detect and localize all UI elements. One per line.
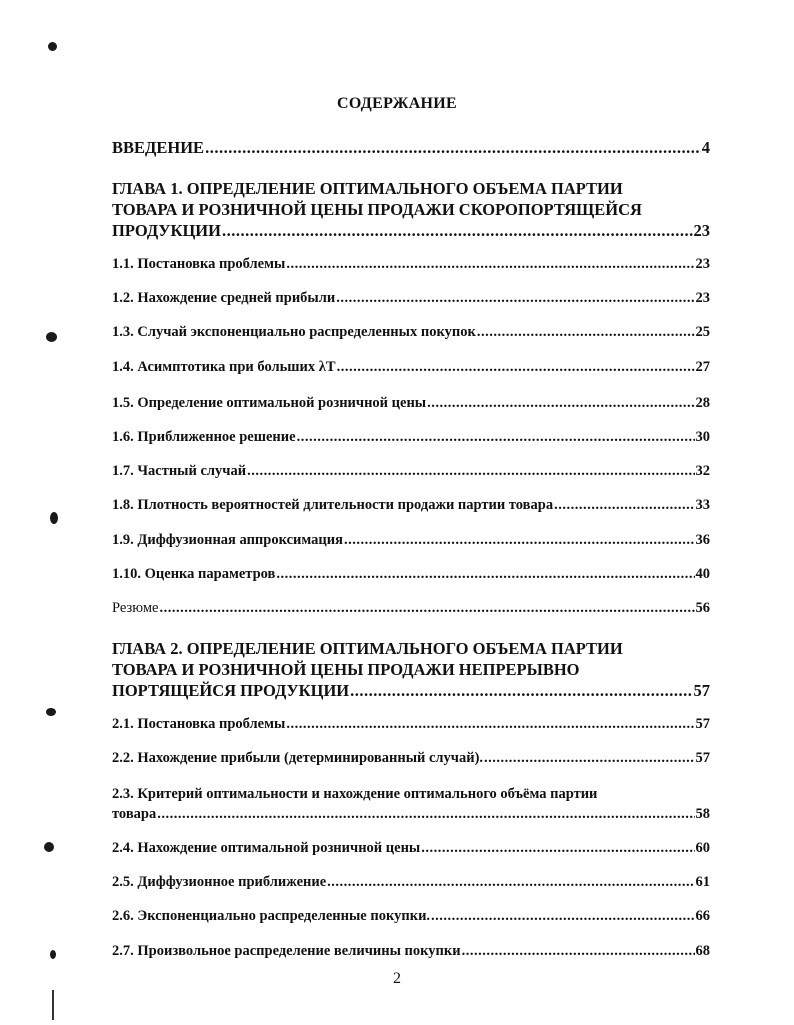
toc-section [112, 288, 710, 308]
toc-page-number: 57 [693, 681, 710, 700]
page-number: 2 [393, 970, 401, 987]
dot-leader [421, 838, 694, 858]
toc-entry-label: 1.3. Случай экспоненциально распределенных покупок [112, 324, 476, 340]
scan-mark [46, 332, 57, 342]
toc-entry-label: 2.7. Произвольное распределение величины покупки [112, 943, 461, 959]
toc-section [112, 322, 710, 342]
toc-section [112, 784, 710, 824]
chapter-heading-line: ГЛАВА 2. ОПРЕДЕЛЕНИЕ ОПТИМАЛЬНОГО ОБЪЕМА ПАРТИИ [112, 639, 623, 658]
toc-entry-label: 1.9. Диффузионная аппроксимация [112, 532, 343, 548]
scan-mark [48, 42, 57, 51]
dot-leader [327, 872, 694, 892]
dot-leader [297, 427, 695, 447]
chapter-heading-line: ПОРТЯЩЕЙСЯ ПРОДУКЦИИ [112, 681, 350, 700]
toc-entry-label: 2.5. Диффузионное приближение [112, 874, 327, 890]
toc-entry-label: Резюме [112, 600, 159, 616]
dot-leader [157, 804, 694, 824]
scan-mark [50, 512, 58, 524]
toc-entry-label: 2.2. Нахождение прибыли (детерминированный случай). [112, 750, 484, 766]
toc-section [112, 714, 710, 734]
toc-page-number: 57 [695, 750, 710, 766]
dot-leader [222, 220, 693, 241]
dot-leader [205, 137, 701, 158]
toc-entry-label: 1.10. Оценка параметров [112, 566, 276, 582]
toc-section [112, 530, 710, 550]
toc-page-number: 61 [695, 874, 710, 890]
toc-page-number: 66 [695, 908, 710, 924]
toc-entry-label: 2.4. Нахождение оптимальной розничной цены [112, 840, 421, 856]
dot-leader [286, 254, 694, 274]
toc-page-number: 25 [695, 324, 710, 340]
dot-leader [247, 461, 694, 481]
toc-entry-label: 2.1. Постановка проблемы [112, 716, 286, 732]
toc-section [112, 357, 710, 377]
toc-page-number: 23 [693, 221, 710, 240]
toc-entry-label: 1.2. Нахождение средней прибыли [112, 290, 336, 306]
chapter-heading-line: ТОВАРА И РОЗНИЧНОЙ ЦЕНЫ ПРОДАЖИ СКОРОПОРТЯЩЕЙСЯ [112, 200, 642, 219]
toc-page-number: 40 [695, 566, 710, 582]
toc-entry-label: 1.4. Асимптотика при больших λT [112, 359, 336, 375]
scan-mark [50, 950, 56, 959]
dot-leader [286, 714, 694, 734]
dot-leader [336, 288, 694, 308]
toc-section [112, 393, 710, 413]
toc-entry-label: товара [112, 806, 157, 822]
toc-chapter-1 [112, 178, 710, 241]
scan-mark [44, 842, 54, 852]
toc-entry-label: 1.8. Плотность вероятностей длительности продажи партии товара [112, 497, 554, 513]
toc-section [112, 254, 710, 274]
scan-line [52, 990, 54, 1020]
toc-entry-intro [112, 137, 710, 158]
toc-page-number: 60 [695, 840, 710, 856]
toc-entry-label: ВВЕДЕНИЕ [112, 138, 205, 157]
toc-page-number: 32 [695, 463, 710, 479]
toc-page-number: 36 [695, 532, 710, 548]
dot-leader [484, 748, 694, 768]
toc-page-number: 23 [695, 290, 710, 306]
toc-chapter-2 [112, 638, 710, 701]
toc-section [112, 598, 710, 618]
toc-page-number: 58 [695, 806, 710, 822]
toc-section [112, 427, 710, 447]
chapter-heading-line: ТОВАРА И РОЗНИЧНОЙ ЦЕНЫ ПРОДАЖИ НЕПРЕРЫВНО [112, 660, 580, 679]
chapter-heading-line: ГЛАВА 1. ОПРЕДЕЛЕНИЕ ОПТИМАЛЬНОГО ОБЪЕМА ПАРТИИ [112, 179, 623, 198]
toc-page-number: 33 [695, 497, 710, 513]
toc-entry-label: 1.7. Частный случай [112, 463, 247, 479]
dot-leader [477, 322, 695, 342]
toc-page-number: 27 [695, 359, 710, 375]
dot-leader [462, 941, 695, 961]
toc-page-number: 68 [695, 943, 710, 959]
toc-section [112, 495, 710, 515]
dot-leader [337, 357, 695, 377]
toc-entry-label: 2.6. Экспоненциально распределенные покупки. [112, 908, 431, 924]
toc-section [112, 941, 710, 961]
toc-section [112, 461, 710, 481]
toc-page-number: 28 [695, 395, 710, 411]
toc-section [112, 564, 710, 584]
dot-leader [431, 906, 694, 926]
scan-mark [46, 708, 56, 716]
page-title: СОДЕРЖАНИЕ [336, 95, 458, 112]
toc-page-number: 23 [695, 256, 710, 272]
toc-section [112, 838, 710, 858]
chapter-heading-line: ПРОДУКЦИИ [112, 221, 221, 240]
toc-entry-label: 2.3. Критерий оптимальности и нахождение оптимального объёма партии [112, 786, 598, 802]
toc-page-number: 56 [695, 600, 710, 616]
toc-section [112, 748, 710, 768]
toc-entry-label: 1.6. Приближенное решение [112, 429, 296, 445]
dot-leader [276, 564, 694, 584]
dot-leader [554, 495, 694, 515]
toc-entry-label: 1.5. Определение оптимальной розничной цены [112, 395, 427, 411]
dot-leader [344, 530, 695, 550]
toc-entry-label: 1.1. Постановка проблемы [112, 256, 286, 272]
dot-leader [427, 393, 694, 413]
toc-section [112, 872, 710, 892]
dot-leader [159, 598, 694, 618]
toc-page-number: 30 [695, 429, 710, 445]
toc-section [112, 906, 710, 926]
dot-leader [350, 680, 692, 701]
toc-page-number: 57 [695, 716, 710, 732]
toc-page-number: 4 [701, 138, 710, 157]
